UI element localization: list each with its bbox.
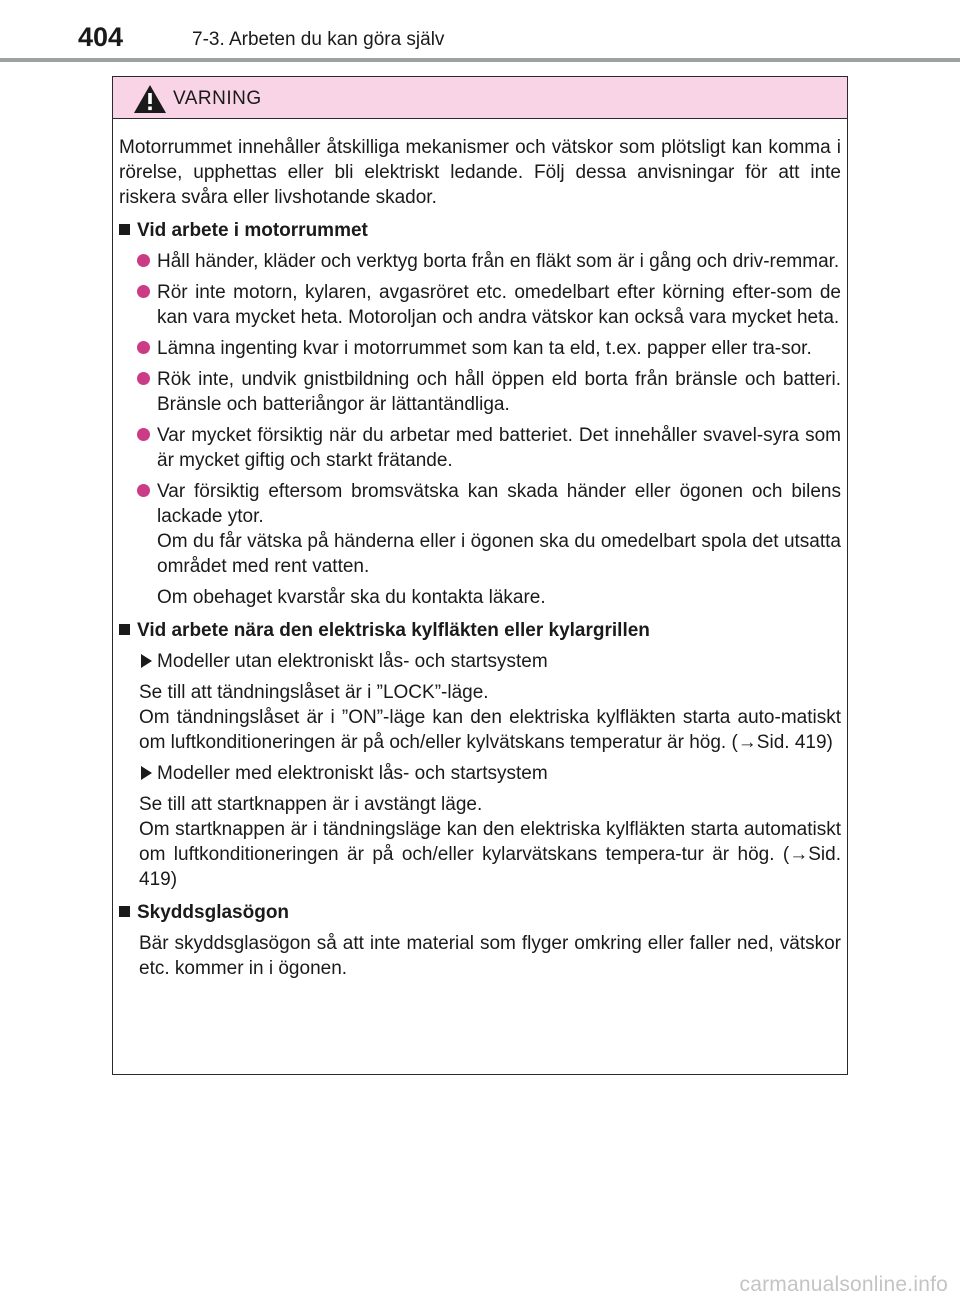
list-item: Lämna ingenting kvar i motorrummet som kan ta eld, t.ex. papper eller tra-sor. bbox=[119, 336, 841, 361]
warning-triangle-icon bbox=[133, 84, 167, 114]
instruction-text bbox=[119, 792, 841, 892]
list-item-brake-fluid bbox=[119, 479, 841, 610]
brake-fluid-line-3: Om obehaget kvarstår ska du kontakta läkare. bbox=[157, 587, 546, 608]
warning-label: VARNING bbox=[173, 88, 262, 109]
warning-intro: Motorrummet innehåller åtskilliga mekanismer och vätskor som plötsligt kan komma i rörelse, upphettas eller bli elektriskt ledande. Följ dessa anvisningar för att inte riskera svåra eller livshotande skador. bbox=[119, 137, 841, 208]
header-rule bbox=[0, 58, 960, 62]
list-item: Håll händer, kläder och verktyg borta från en fläkt som är i gång och driv-remmar. bbox=[119, 249, 841, 274]
warning-header bbox=[113, 77, 847, 119]
section-title-engine-bay: Vid arbete i motorrummet bbox=[119, 218, 841, 243]
list-item: Rör inte motorn, kylaren, avgasröret etc. omedelbart efter körning efter-som de kan vara mycket heta. Motoroljan och andra vätskor kan också vara mycket heta. bbox=[119, 280, 841, 330]
list-item: Var mycket försiktig när du arbetar med batteriet. Det innehåller svavel-syra som är mycket giftig och starkt frätande. bbox=[119, 423, 841, 473]
page-number: 404 bbox=[78, 22, 124, 52]
instruction-line: Se till att tändningslåset är i ”LOCK”-läge. bbox=[139, 682, 489, 703]
section-title-safety-glasses: Skyddsglasögon bbox=[119, 900, 841, 925]
page-header bbox=[0, 0, 960, 66]
list-item: Rök inte, undvik gnistbildning och håll öppen eld borta från bränsle och batteri. Bränsle och batteriångor är lättantändliga. bbox=[119, 367, 841, 417]
safety-glasses-text: Bär skyddsglasögon så att inte material som flyger omkring eller faller ned, vätskor etc. kommer in i ögonen. bbox=[139, 933, 841, 979]
warning-body bbox=[119, 135, 841, 987]
instruction-line: Om tändningslåset är i ”ON”-läge kan den elektriska kylfläkten starta auto-matiskt om luftkonditioneringen är på och/eller kylvätskans temperatur är hög. (→Sid. 419) bbox=[139, 707, 841, 753]
chapter-title: 7-3. Arbeten du kan göra själv bbox=[192, 29, 445, 50]
warning-box bbox=[112, 76, 848, 1075]
watermark: carmanualsonline.info bbox=[739, 1273, 948, 1296]
brake-fluid-line-1: Var försiktig eftersom bromsvätska kan skada händer eller ögonen och bilens lackade ytor. bbox=[157, 481, 841, 527]
instruction-line: Om startknappen är i tändningsläge kan den elektriska kylfläkten starta automatiskt om luftkonditioneringen är på och/eller kylarvätskans tempera-tur är hög. (→Sid. 419) bbox=[139, 819, 841, 890]
instruction-line: Se till att startknappen är i avstängt läge. bbox=[139, 794, 483, 815]
instruction-text bbox=[119, 680, 841, 755]
model-variant-with-smart-key: Modeller med elektroniskt lås- och startsystem bbox=[119, 761, 841, 786]
model-variant-without-smart-key: Modeller utan elektroniskt lås- och startsystem bbox=[119, 649, 841, 674]
section-title-cooling-fan: Vid arbete nära den elektriska kylfläkten eller kylargrillen bbox=[119, 618, 841, 643]
brake-fluid-line-2: Om du får vätska på händerna eller i ögonen ska du omedelbart spola det utsatta området med rent vatten. bbox=[157, 531, 841, 577]
